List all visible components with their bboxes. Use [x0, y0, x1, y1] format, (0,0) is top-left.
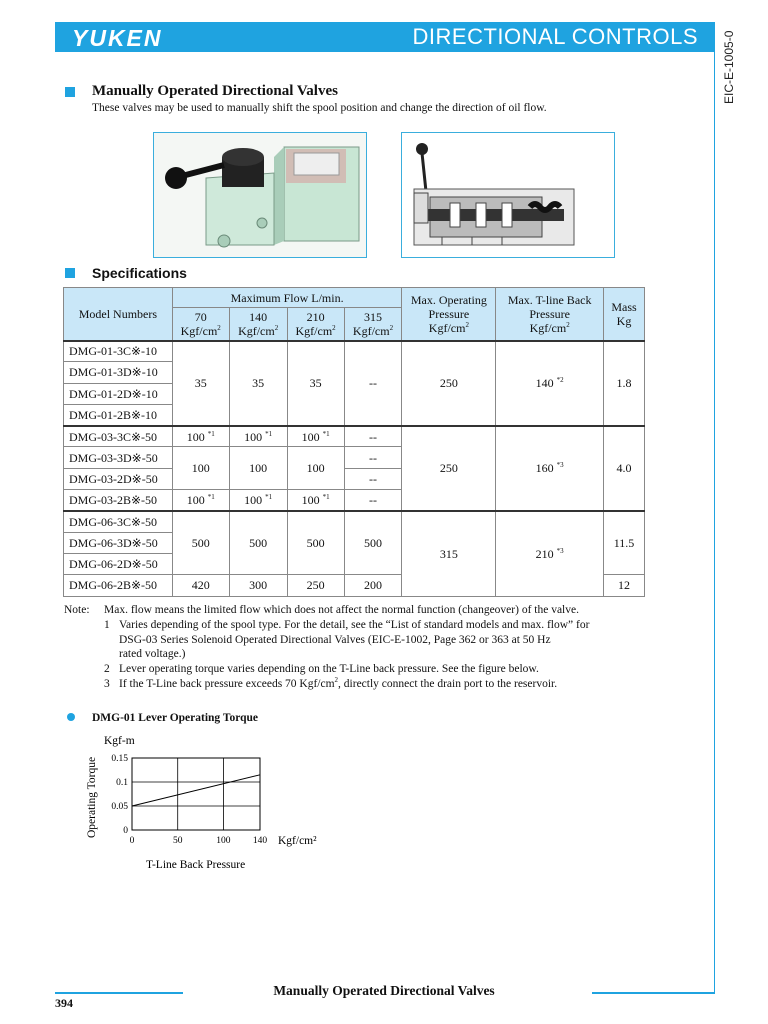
table-row: DMG-01-3C※-10 35 35 35 -- 250 140 $^{*2}$ 1.8 — [64, 341, 645, 362]
y-unit-label: Kgf-m — [104, 735, 135, 747]
specs-title: Specifications — [92, 265, 187, 281]
table-group-dmg06 — [64, 511, 645, 596]
note-main: Max. flow means the limited flow which does not affect the normal function (changeover) of the valve. — [104, 604, 579, 616]
x-axis-label: T-Line Back Pressure — [146, 859, 246, 871]
graph-bullet-icon — [67, 713, 75, 721]
document-code: EIC-E-1005-0 — [722, 30, 736, 104]
specs-bullet-icon — [65, 268, 75, 278]
x-tick-label: 0 — [129, 836, 135, 846]
y-tick-label: 0.15 — [111, 754, 128, 764]
y-tick-label: 0 — [123, 826, 128, 836]
header-pressure-140: 140 Kgf/$cm^2$ — [229, 308, 287, 341]
table-row: DMG-03-3D※-50 100 100 100 -- — [64, 447, 645, 468]
note-1-line-2: DSG-03 Series Solenoid Operated Directional Valves (EIC-E-1002, Page 362 or 363 at 50 Hz — [119, 633, 551, 646]
plot-frame — [132, 758, 260, 830]
table-row: DMG-06-2D※-50 — [64, 553, 645, 574]
valve-photo — [153, 132, 367, 258]
page-edge-line — [714, 22, 715, 994]
table-row: DMG-03-3C※-50 100 $^{*1}$ 100 $^{*1}$ 100 $^{*1}$ -- 250 160 $^{*3}$ 4.0 — [64, 426, 645, 447]
table-row: DMG-06-3D※-50 — [64, 532, 645, 553]
table-row: DMG-01-2B※-10 — [64, 404, 645, 425]
page-number: 394 — [55, 996, 73, 1010]
footer-title: Manually Operated Directional Valves — [273, 983, 495, 998]
x-tick-label: 140 — [252, 836, 268, 846]
x-unit-label: Kgf/cm² — [278, 835, 317, 847]
table-row: DMG-06-3C※-50 500 500 500 500 315 210 $^{*3}$ 11.5 — [64, 511, 645, 532]
section-title: Manually Operated Directional Valves — [92, 83, 338, 99]
section-bullet-icon — [65, 87, 75, 97]
note-1-line-1: Varies depending of the spool type. For the detail, see the “List of standard models and max. flow” for — [119, 618, 590, 631]
header-pressure-210: 210 Kgf/$cm^2$ — [287, 308, 344, 341]
header-model: Model Numbers — [64, 288, 173, 341]
header-max-flow: Maximum Flow L/min. — [172, 288, 402, 308]
valve-section-diagram — [401, 132, 615, 258]
graph-title: DMG-01 Lever Operating Torque — [92, 712, 259, 724]
x-tick-label: 50 — [172, 836, 183, 846]
x-tick-label: 100 — [216, 836, 231, 846]
table-row: DMG-06-2B※-50 420 300 250 200 12 — [64, 575, 645, 596]
y-axis-label: Operating Torque — [86, 756, 98, 838]
header-max-tline: Max. T-line Back Pressure Kgf/$cm^2$ — [496, 288, 604, 341]
y-tick-label: 0.05 — [111, 802, 128, 812]
header-pressure-70: 70 Kgf/$cm^2$ — [172, 308, 229, 341]
header-title: DIRECTIONAL CONTROLS — [412, 24, 698, 49]
header-mass: Mass Kg — [604, 288, 645, 341]
spec-table — [63, 287, 645, 597]
torque-chart — [80, 728, 420, 878]
table-group-dmg03 — [64, 426, 645, 511]
table-row: DMG-01-2D※-10 — [64, 383, 645, 404]
table-group-dmg01 — [64, 341, 645, 426]
notes-block: Note: Max. flow means the limited flow which does not affect the normal function (changeover) of the valve. 1 Varies depending of the spool type. For the detail, see the “List of standard models and max. flow” for DSG-03 Series Solenoid Operated Directional Valves (EIC-E-1002, Page 362 or 363 at 50 Hz rated voltage.) 2 Lever operating torque varies depending on the T-Line back pressure. See the figure below. 3 If the T-Line back pressure exceeds 70 Kgf/$cm^2$, directly connect the drain port to the reservoir. — [64, 604, 590, 690]
table-row: DMG-03-2D※-50 -- — [64, 468, 645, 489]
y-tick-label: 0.1 — [116, 778, 128, 788]
table-row: DMG-01-3D※-10 — [64, 362, 645, 383]
note-3: If the T-Line back pressure exceeds 70 Kgf/$cm^2$, directly connect the drain port to the reservoir. — [119, 676, 558, 690]
note-2: Lever operating torque varies depending on the T-Line back pressure. See the figure below. — [119, 663, 539, 676]
note-label: Note: — [64, 604, 90, 616]
header-pressure-315: 315 Kgf/$cm^2$ — [344, 308, 402, 341]
note-1-line-3: rated voltage.) — [119, 648, 186, 661]
section-intro: These valves may be used to manually shift the spool position and change the direction of oil flow. — [92, 102, 547, 114]
table-row: DMG-03-2B※-50 100 $^{*1}$ 100 $^{*1}$ 100 $^{*1}$ -- — [64, 490, 645, 511]
yuken-logo: YUKEN — [72, 25, 163, 51]
header-max-op-pressure: Max. Operating Pressure Kgf/$cm^2$ — [402, 288, 496, 341]
torque-series-line — [132, 775, 260, 806]
